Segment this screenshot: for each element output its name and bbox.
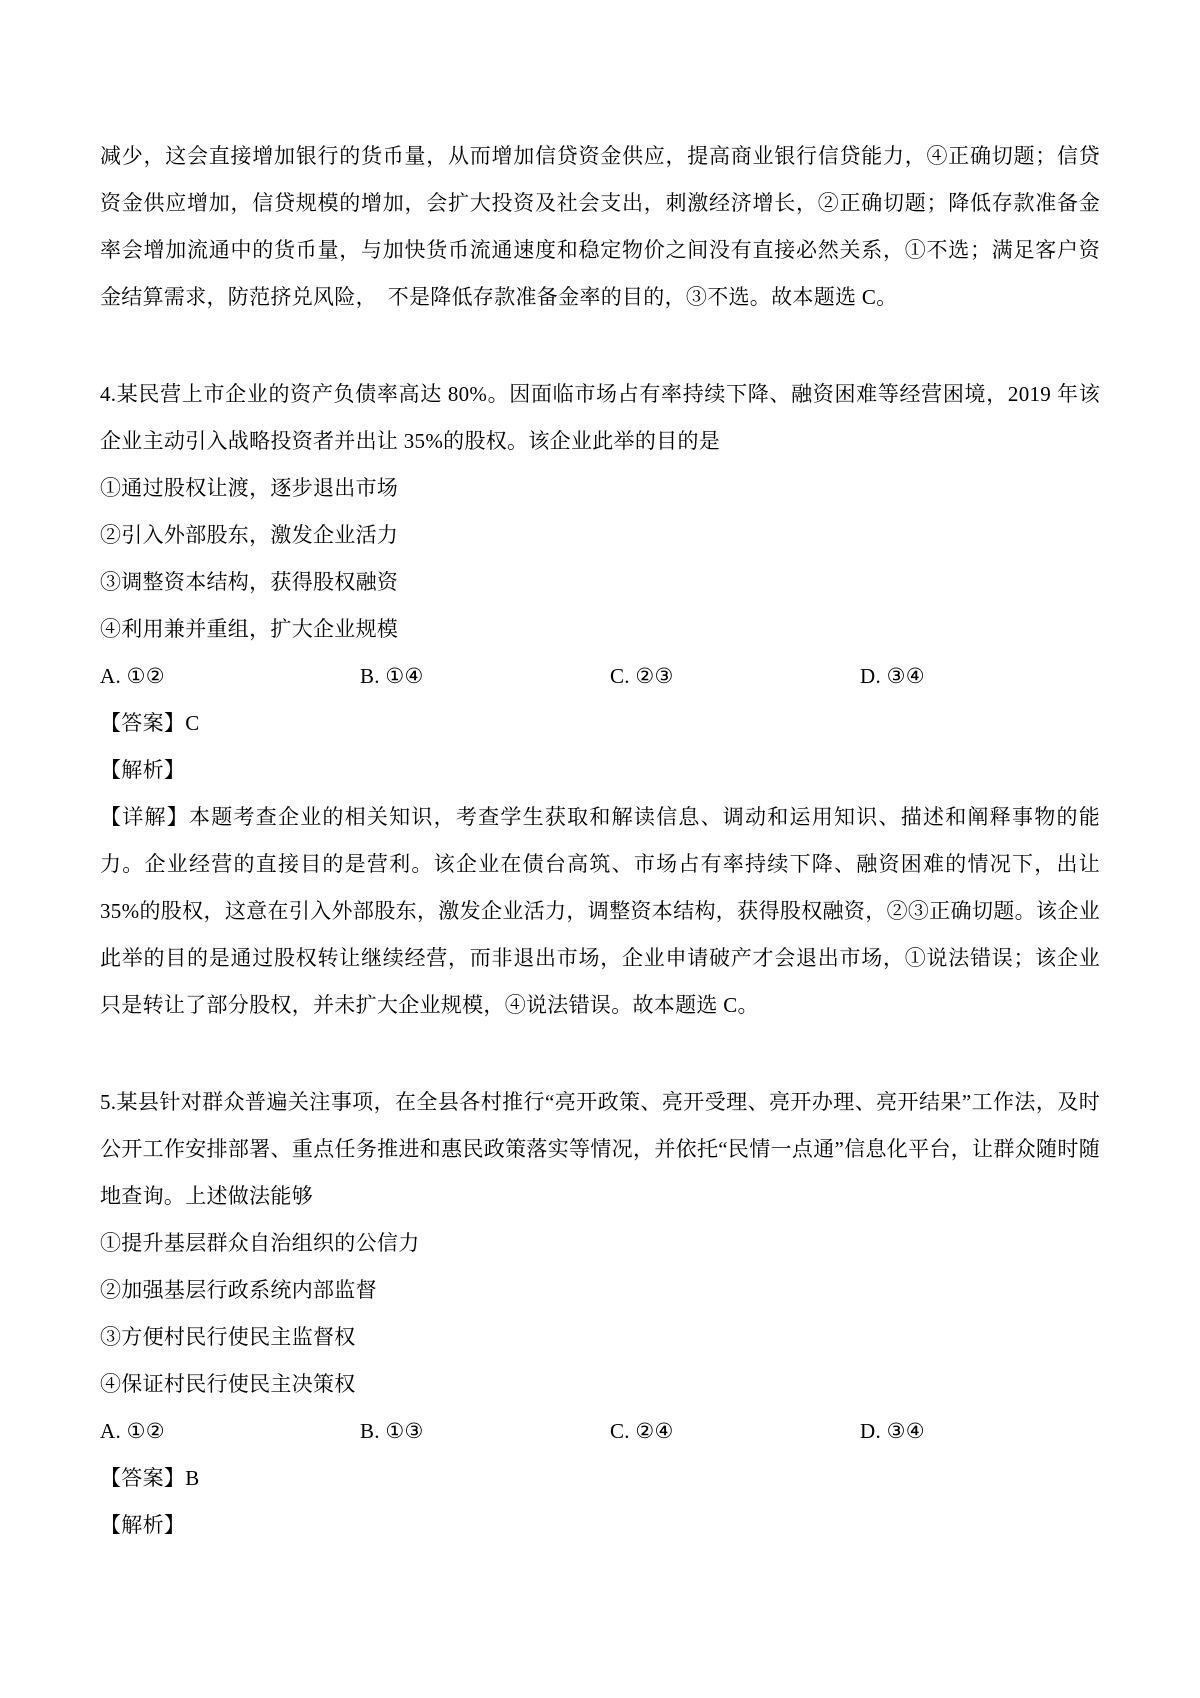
question-4-answer-value: C [185,711,200,735]
question-4-analysis-label: 【解析】 [100,758,186,782]
question-5-answer-value: B [185,1466,200,1490]
question-5-choice-a: A. ①② [100,1419,165,1443]
question-4-answer-line [100,700,1100,747]
question-5-stem: 5.某县针对群众普遍关注事项，在全县各村推行“亮开政策、亮开受理、亮开办理、亮开结果”工作法，及时公开工作安排部署、重点任务推进和惠民政策落实等情况，并依托“民情一点通”信息化平台，让群众随时随地查询。上述做法能够 [100,1090,1100,1208]
question-5-choice-c: C. ②④ [610,1419,674,1443]
question-5-choice-d: D. ③④ [860,1419,925,1443]
question-4-choice-b: B. ①④ [360,664,424,688]
question-4-choice-d: D. ③④ [860,664,925,688]
question-4-option-2: ②引入外部股东，激发企业活力 [100,523,399,547]
question-5-option-4: ④保证村民行使民主决策权 [100,1372,356,1396]
question-4-option-1: ①通过股权让渡，逐步退出市场 [100,476,399,500]
prev-question-analysis-text: 减少，这会直接增加银行的货币量，从而增加信贷资金供应，提高商业银行信贷能力，④正确切题；信贷资金供应增加，信贷规模的增加，会扩大投资及社会支出，刺激经济增长，②正确切题；降低存款准备金率会增加流通中的货币量，与加快货币流通速度和稳定物价之间没有直接必然关系，①不选；满足客户资金结算需求，防范挤兑风险， 不是降低存款准备金率的目的，③不选。故本题选 C。 [100,144,1100,309]
question-5-option-2: ②加强基层行政系统内部监督 [100,1278,377,1302]
answer-label: 【答案】 [100,1466,186,1490]
question-5-answer-line [100,1455,1100,1502]
question-4-option-3: ③调整资本结构，获得股权融资 [100,570,399,594]
question-4-choice-a: A. ①② [100,664,165,688]
question-5-choices-row [100,1408,1100,1455]
question-5-option-1: ①提升基层群众自治组织的公信力 [100,1231,420,1255]
question-5-analysis-label: 【解析】 [100,1513,186,1537]
answer-label: 【答案】 [100,711,186,735]
question-4-choices-row [100,653,1100,700]
question-4-stem: 4.某民营上市企业的资产负债率高达 80%。因面临市场占有率持续下降、融资困难等经营困境，2019 年该企业主动引入战略投资者并出让 35%的股权。该企业此举的目的是 [100,382,1100,453]
question-5-option-3: ③方便村民行使民主监督权 [100,1325,356,1349]
question-4-block [100,371,1100,1029]
question-5-block [100,1079,1100,1549]
question-5-choice-b: B. ①③ [360,1419,424,1443]
question-4-option-4: ④利用兼并重组，扩大企业规模 [100,617,399,641]
question-4-detail-text: 【详解】本题考查企业的相关知识，考查学生获取和解读信息、调动和运用知识、描述和阐释事物的能力。企业经营的直接目的是营利。该企业在债台高筑、市场占有率持续下降、融资困难的情况下，出让 35%的股权，这意在引入外部股东，激发企业活力，调整资本结构，获得股权融资，②③正确切题。该企业此举的目的是通过股权转让继续经营，而非退出市场，企业申请破产才会退出市场，①说法错误；该企业只是转让了部分股权，并未扩大企业规模，④说法错误。故本题选 C。 [100,805,1100,1017]
question-4-choice-c: C. ②③ [610,664,674,688]
